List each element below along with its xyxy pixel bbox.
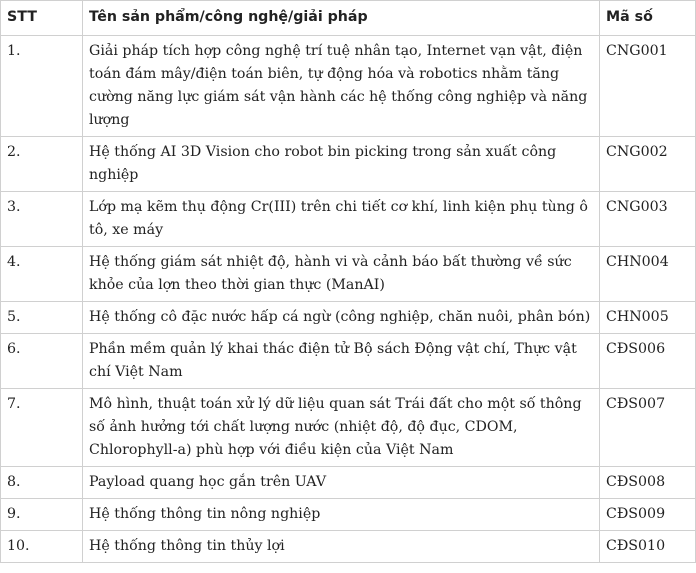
row-stt: 3.: [1, 192, 83, 247]
row-code: CĐS007: [600, 389, 696, 467]
row-stt: 7.: [1, 389, 83, 467]
table-row: [1, 389, 696, 467]
row-code: CĐS009: [600, 499, 696, 531]
row-product-name: Payload quang học gắn trên UAV: [83, 467, 600, 499]
row-code: CĐS010: [600, 531, 696, 563]
row-stt: 9.: [1, 499, 83, 531]
row-code: CĐS008: [600, 467, 696, 499]
row-code: CNG003: [600, 192, 696, 247]
table-row: [1, 334, 696, 389]
table-row: [1, 192, 696, 247]
row-stt: 2.: [1, 137, 83, 192]
row-stt: 10.: [1, 531, 83, 563]
row-product-name: Hệ thống thông tin nông nghiệp: [83, 499, 600, 531]
row-product-name: Hệ thống cô đặc nước hấp cá ngừ (công nghiệp, chăn nuôi, phân bón): [83, 302, 600, 334]
row-stt: 4.: [1, 247, 83, 302]
row-code: CĐS006: [600, 334, 696, 389]
header-code: Mã số: [600, 1, 696, 36]
row-code: CHN004: [600, 247, 696, 302]
table-row: [1, 36, 696, 137]
row-product-name: Hệ thống AI 3D Vision cho robot bin picking trong sản xuất công nghiệp: [83, 137, 600, 192]
row-stt: 6.: [1, 334, 83, 389]
row-product-name: Mô hình, thuật toán xử lý dữ liệu quan sát Trái đất cho một số thông số ảnh hưởng tới chất lượng nước (nhiệt độ, độ đục, CDOM, Chlorophyll-a) phù hợp với điều kiện của Việt Nam: [83, 389, 600, 467]
row-product-name: Lớp mạ kẽm thụ động Cr(III) trên chi tiết cơ khí, linh kiện phụ tùng ô tô, xe máy: [83, 192, 600, 247]
header-product-name: Tên sản phẩm/công nghệ/giải pháp: [83, 1, 600, 36]
row-code: CNG002: [600, 137, 696, 192]
row-code: CHN005: [600, 302, 696, 334]
table-header-row: [1, 1, 696, 36]
table-row: [1, 467, 696, 499]
row-product-name: Giải pháp tích hợp công nghệ trí tuệ nhân tạo, Internet vạn vật, điện toán đám mây/điện toán biên, tự động hóa và robotics nhằm tăng cường năng lực giám sát vận hành các hệ thống công nghiệp và năng lượng: [83, 36, 600, 137]
row-code: CNG001: [600, 36, 696, 137]
row-stt: 8.: [1, 467, 83, 499]
row-stt: 5.: [1, 302, 83, 334]
row-product-name: Hệ thống giám sát nhiệt độ, hành vi và cảnh báo bất thường về sức khỏe của lợn theo thời gian thực (ManAI): [83, 247, 600, 302]
row-product-name: Phần mềm quản lý khai thác điện tử Bộ sách Động vật chí, Thực vật chí Việt Nam: [83, 334, 600, 389]
row-stt: 1.: [1, 36, 83, 137]
table-row: [1, 499, 696, 531]
table-row: [1, 302, 696, 334]
row-product-name: Hệ thống thông tin thủy lợi: [83, 531, 600, 563]
table-row: [1, 137, 696, 192]
table-row: [1, 531, 696, 563]
table-row: [1, 247, 696, 302]
header-stt: STT: [1, 1, 83, 36]
